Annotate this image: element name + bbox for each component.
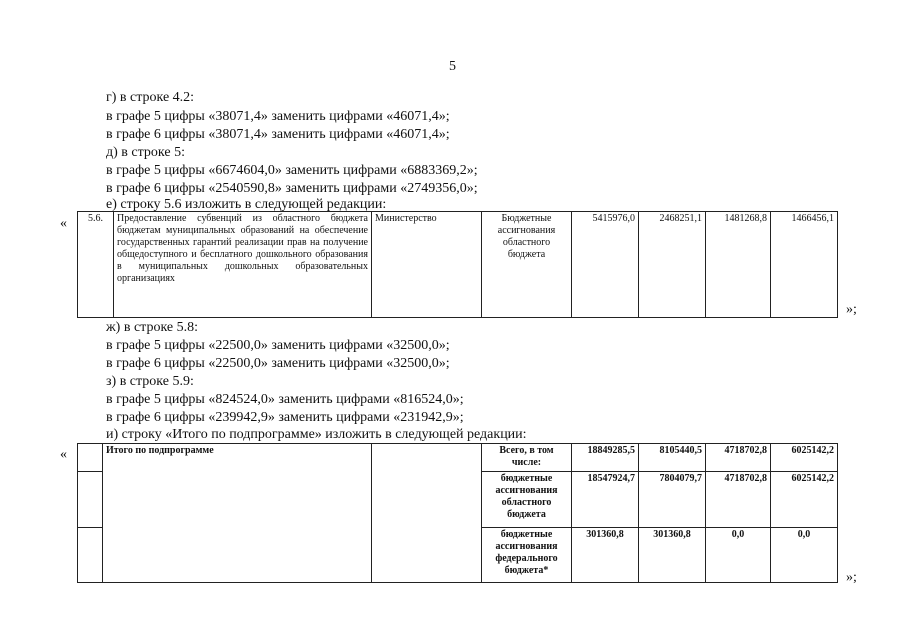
text-line: в графе 6 цифры «22500,0» заменить цифрами «32500,0»; (106, 356, 450, 371)
value-cell: 1466456,1 (771, 212, 838, 318)
value-cell: 301360,8 (572, 528, 639, 583)
value-cell: 0,0 (706, 528, 771, 583)
total-title: Итого по подпрограмме (103, 444, 372, 583)
row-executor: Министерство (372, 212, 482, 318)
value-cell: 18849285,5 (572, 444, 639, 472)
value-cell: 6025142,2 (771, 472, 838, 528)
value-cell: 6025142,2 (771, 444, 838, 472)
page-number: 5 (449, 59, 456, 74)
empty-cell (78, 528, 103, 583)
text-line: в графе 6 цифры «38071,4» заменить цифрами «46071,4»; (106, 127, 450, 142)
quote-open: « (60, 216, 67, 231)
text-line: в графе 5 цифры «824524,0» заменить цифрами «816524,0»; (106, 392, 464, 407)
quote-close: »; (846, 302, 857, 317)
table-total (77, 443, 838, 583)
row-source: бюджетные ассигнования федерального бюджета* (482, 528, 572, 583)
text-line: з) в строке 5.9: (106, 374, 194, 389)
value-cell: 301360,8 (639, 528, 706, 583)
text-line: в графе 6 цифры «2540590,8» заменить цифрами «2749356,0»; (106, 181, 478, 196)
row-source: Бюджетные ассигнования областного бюджета (482, 212, 572, 318)
text-line: в графе 6 цифры «239942,9» заменить цифрами «231942,9»; (106, 410, 464, 425)
text-line: г) в строке 4.2: (106, 90, 195, 105)
value-cell: 7804079,7 (639, 472, 706, 528)
text-line: в графе 5 цифры «6674604,0» заменить цифрами «6883369,2»; (106, 163, 478, 178)
value-cell: 1481268,8 (706, 212, 771, 318)
row-number: 5.6. (78, 212, 114, 318)
text-line: е) строку 5.6 изложить в следующей редакции: (106, 197, 387, 212)
quote-open: « (60, 447, 67, 462)
value-cell: 2468251,1 (639, 212, 706, 318)
row-description: Предоставление субвенций из областного бюджета бюджетам муниципальных образований на обеспечение государственных гарантий реализации прав на получение общедоступного и бесплатного дошкольного образования в муниципальных дошкольных образовательных организациях (114, 212, 372, 318)
value-cell: 4718702,8 (706, 444, 771, 472)
row-source: Всего, в том числе: (482, 444, 572, 472)
text-line: д) в строке 5: (106, 145, 185, 160)
table-row-5-6 (77, 211, 838, 318)
row-source: бюджетные ассигнования областного бюджета (482, 472, 572, 528)
value-cell: 4718702,8 (706, 472, 771, 528)
empty-cell (78, 472, 103, 528)
empty-cell (372, 444, 482, 583)
quote-close: »; (846, 570, 857, 585)
value-cell: 0,0 (771, 528, 838, 583)
empty-cell (78, 444, 103, 472)
value-cell: 18547924,7 (572, 472, 639, 528)
text-line: и) строку «Итого по подпрограмме» изложить в следующей редакции: (106, 427, 527, 442)
text-line: в графе 5 цифры «38071,4» заменить цифрами «46071,4»; (106, 109, 450, 124)
text-line: в графе 5 цифры «22500,0» заменить цифрами «32500,0»; (106, 338, 450, 353)
text-line: ж) в строке 5.8: (106, 320, 199, 335)
value-cell: 8105440,5 (639, 444, 706, 472)
value-cell: 5415976,0 (572, 212, 639, 318)
